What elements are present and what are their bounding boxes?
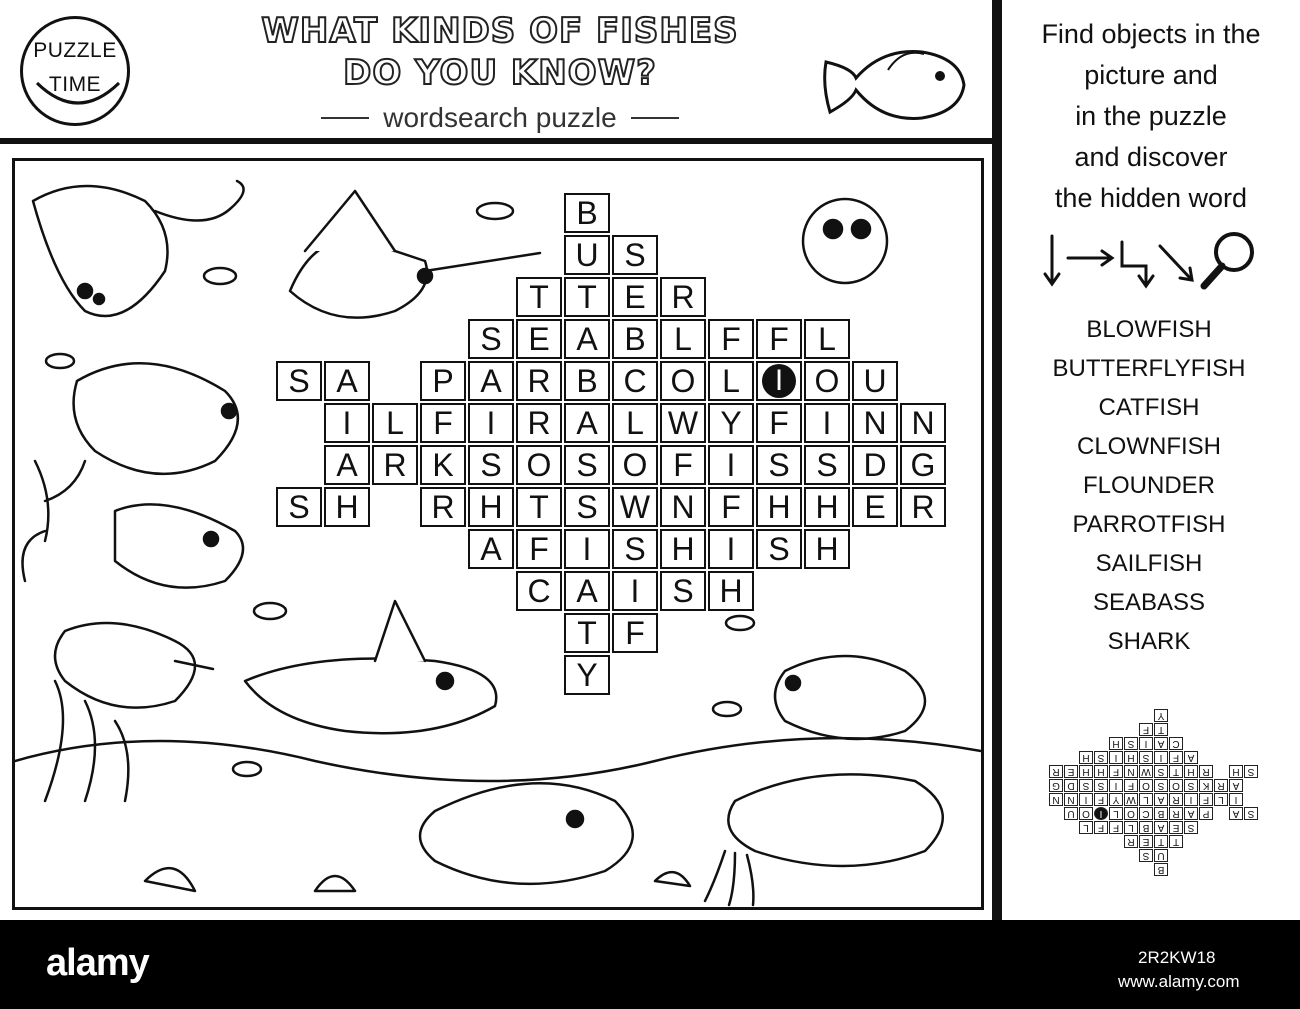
- grid-cell: G: [900, 445, 946, 485]
- grid-cell: A: [564, 319, 610, 359]
- grid-cell: B: [564, 361, 610, 401]
- answer-key-cell: I: [1109, 779, 1123, 792]
- grid-cell: H: [708, 571, 754, 611]
- grid-cell: F: [612, 613, 658, 653]
- answer-key-cell: H: [1094, 765, 1108, 778]
- answer-key-cell: S: [1124, 737, 1138, 750]
- stock-footer: [0, 920, 1300, 1009]
- grid-cell: F: [708, 319, 754, 359]
- answer-key-cell: S: [1184, 821, 1198, 834]
- grid-cell: N: [660, 487, 706, 527]
- answer-key-cell: I: [1184, 793, 1198, 806]
- grid-cell: I: [708, 445, 754, 485]
- grid-cell: T: [564, 277, 610, 317]
- answer-key-cell: H: [1109, 737, 1123, 750]
- grid-cell: Y: [708, 403, 754, 443]
- answer-key-cell: I: [1139, 737, 1153, 750]
- grid-cell: K: [420, 445, 466, 485]
- answer-key-cell: L: [1079, 821, 1093, 834]
- grid-cell: R: [660, 277, 706, 317]
- arrow-diagonal-icon: [1160, 246, 1192, 280]
- arrow-right-icon: [1068, 251, 1112, 265]
- grid-cell: N: [900, 403, 946, 443]
- grid-cell: R: [420, 487, 466, 527]
- grid-cell: F: [756, 403, 802, 443]
- answer-key-cell: S: [1094, 751, 1108, 764]
- answer-key-cell: I: [1079, 793, 1093, 806]
- grid-cell: F: [708, 487, 754, 527]
- grid-cell: E: [612, 277, 658, 317]
- grid-cell: E: [852, 487, 898, 527]
- word-list-item: FLOUNDER: [1082, 472, 1215, 499]
- answer-key-cell: H: [1124, 751, 1138, 764]
- fish-icon: [812, 40, 972, 130]
- answer-key-cell: F: [1094, 821, 1108, 834]
- grid-cell: I: [468, 403, 514, 443]
- grid-cell: S: [612, 529, 658, 569]
- answer-key-cell: I: [1229, 793, 1243, 806]
- answer-key-cell: F: [1139, 723, 1153, 736]
- grid-cell: A: [468, 529, 514, 569]
- answer-key-cell: P: [1199, 807, 1213, 820]
- title-line-1: WHAT KINDS OF FISHES: [261, 11, 739, 51]
- grid-cell: S: [804, 445, 850, 485]
- instruction-line-1: Find objects in the: [1041, 19, 1261, 49]
- answer-key-cell: A: [1154, 821, 1168, 834]
- answer-key-cell: I: [1154, 751, 1168, 764]
- grid-cell: S: [276, 361, 322, 401]
- answer-key-cell: R: [1169, 793, 1183, 806]
- answer-key-cell: L: [1109, 807, 1123, 820]
- grid-cell: P: [420, 361, 466, 401]
- answer-key-cell: I: [1094, 807, 1108, 820]
- answer-key-cell: T: [1169, 765, 1183, 778]
- puzzle-time-logo: [20, 16, 130, 126]
- answer-key-cell: S: [1079, 779, 1093, 792]
- answer-key-cell: F: [1124, 779, 1138, 792]
- grid-cell: A: [564, 571, 610, 611]
- page-title: [200, 10, 800, 94]
- grid-cell: H: [804, 487, 850, 527]
- grid-cell: W: [660, 403, 706, 443]
- grid-cell: F: [660, 445, 706, 485]
- answer-key-cell: B: [1139, 821, 1153, 834]
- answer-key-cell: T: [1154, 723, 1168, 736]
- grid-cell: A: [564, 403, 610, 443]
- answer-key-cell: S: [1094, 779, 1108, 792]
- grid-cell: O: [660, 361, 706, 401]
- grid-cell: U: [852, 361, 898, 401]
- grid-cell: [756, 361, 802, 401]
- answer-key-cell: T: [1169, 835, 1183, 848]
- answer-key-cell: I: [1109, 751, 1123, 764]
- answer-key-cell: C: [1139, 807, 1153, 820]
- grid-cell: O: [804, 361, 850, 401]
- grid-cell: H: [660, 529, 706, 569]
- answer-key-cell: R: [1199, 765, 1213, 778]
- instructions: [1010, 14, 1292, 219]
- answer-key-cell: H: [1184, 765, 1198, 778]
- grid-cell: R: [900, 487, 946, 527]
- title-line-2: DO YOU KNOW?: [343, 53, 657, 93]
- grid-cell: R: [516, 403, 562, 443]
- grid-cell: H: [756, 487, 802, 527]
- subtitle-dash-right: [631, 117, 679, 119]
- grid-cell: S: [468, 319, 514, 359]
- grid-cell: I: [708, 529, 754, 569]
- grid-cell: Y: [564, 655, 610, 695]
- grid-cell: R: [516, 361, 562, 401]
- word-list-item: BLOWFISH: [1086, 316, 1212, 343]
- word-list: [1020, 310, 1278, 661]
- answer-key-cell: R: [1169, 807, 1183, 820]
- answer-key-cell: O: [1124, 807, 1138, 820]
- grid-cell: L: [804, 319, 850, 359]
- word-list-item: SAILFISH: [1095, 550, 1203, 577]
- word-list-item: SHARK: [1107, 628, 1191, 655]
- grid-cell: T: [516, 487, 562, 527]
- answer-key-cell: G: [1049, 779, 1063, 792]
- grid-cell: S: [468, 445, 514, 485]
- grid-cell: F: [420, 403, 466, 443]
- grid-cell: S: [660, 571, 706, 611]
- grid-cell: O: [612, 445, 658, 485]
- hidden-word-letter: I: [762, 364, 796, 398]
- grid-cell: H: [804, 529, 850, 569]
- subtitle: wordsearch puzzle: [383, 102, 617, 133]
- answer-key-cell: K: [1199, 779, 1213, 792]
- grid-cell: N: [852, 403, 898, 443]
- grid-cell: T: [516, 277, 562, 317]
- answer-key-cell: E: [1064, 765, 1078, 778]
- grid-cell: W: [612, 487, 658, 527]
- answer-key-cell: W: [1124, 793, 1138, 806]
- grid-cell: C: [612, 361, 658, 401]
- subtitle-dash-left: [321, 117, 369, 119]
- answer-key-cell: E: [1169, 821, 1183, 834]
- grid-cell: C: [516, 571, 562, 611]
- answer-key-cell: O: [1139, 779, 1153, 792]
- answer-key-cell: U: [1064, 807, 1078, 820]
- word-list-item: CATFISH: [1098, 394, 1200, 421]
- grid-cell: L: [612, 403, 658, 443]
- answer-key-cell: E: [1139, 835, 1153, 848]
- subtitle-row: [280, 98, 720, 138]
- answer-key-cell: S: [1139, 849, 1153, 862]
- answer-key-cell: A: [1229, 779, 1243, 792]
- answer-key-cell: L: [1214, 793, 1228, 806]
- word-list-item: PARROTFISH: [1072, 511, 1226, 538]
- panel-divider: [992, 0, 1002, 920]
- grid-cell: I: [324, 403, 370, 443]
- grid-cell: I: [804, 403, 850, 443]
- logo-line-2: TIME: [48, 73, 102, 96]
- grid-cell: L: [372, 403, 418, 443]
- answer-key-cell: S: [1244, 807, 1258, 820]
- answer-key-cell: C: [1169, 737, 1183, 750]
- answer-key-cell: W: [1139, 765, 1153, 778]
- smile-icon: [33, 77, 123, 117]
- answer-key-cell: N: [1049, 793, 1063, 806]
- grid-cell: S: [564, 445, 610, 485]
- grid-cell: B: [612, 319, 658, 359]
- grid-cell: A: [468, 361, 514, 401]
- instruction-line-2: picture and: [1084, 60, 1218, 90]
- search-direction-icons: [1040, 226, 1270, 296]
- answer-key-cell: S: [1154, 779, 1168, 792]
- grid-cell: F: [516, 529, 562, 569]
- answer-key-cell: R: [1124, 835, 1138, 848]
- answer-key-cell: N: [1064, 793, 1078, 806]
- grid-cell: F: [756, 319, 802, 359]
- answer-key-cell: H: [1229, 765, 1243, 778]
- underwater-scene: [12, 158, 984, 910]
- answer-key-cell: S: [1139, 751, 1153, 764]
- stock-url: www.alamy.com: [1118, 972, 1240, 991]
- answer-key-cell: R: [1214, 779, 1228, 792]
- grid-cell: A: [324, 445, 370, 485]
- grid-cell: L: [708, 361, 754, 401]
- answer-key-cell: H: [1079, 765, 1093, 778]
- grid-cell: S: [612, 235, 658, 275]
- answer-key-cell: F: [1109, 821, 1123, 834]
- header-divider: [0, 138, 995, 144]
- answer-key-cell: O: [1169, 779, 1183, 792]
- magnifier-icon: [1204, 234, 1252, 286]
- answer-key-cell: F: [1094, 793, 1108, 806]
- answer-key-cell: Y: [1154, 709, 1168, 722]
- instruction-line-3: in the puzzle: [1075, 101, 1227, 131]
- answer-key-cell: N: [1124, 765, 1138, 778]
- grid-cell: U: [564, 235, 610, 275]
- grid-cell: I: [564, 529, 610, 569]
- grid-cell: S: [756, 445, 802, 485]
- answer-key-cell: B: [1154, 863, 1168, 876]
- grid-cell: D: [852, 445, 898, 485]
- answer-key-cell: A: [1229, 807, 1243, 820]
- arrow-zigzag-icon: [1122, 242, 1153, 286]
- image-id: 2R2KW18: [1138, 948, 1216, 967]
- grid-cell: H: [468, 487, 514, 527]
- answer-key-cell: F: [1109, 765, 1123, 778]
- answer-key-cell: U: [1154, 849, 1168, 862]
- answer-key-cell: Y: [1109, 793, 1123, 806]
- word-list-item: CLOWNFISH: [1077, 433, 1221, 460]
- answer-key-cell: D: [1064, 779, 1078, 792]
- grid-cell: I: [612, 571, 658, 611]
- grid-cell: S: [756, 529, 802, 569]
- answer-key-cell: O: [1079, 807, 1093, 820]
- arrow-down-icon: [1045, 236, 1059, 284]
- answer-key-upside-down: [1010, 664, 1298, 896]
- grid-cell: S: [564, 487, 610, 527]
- answer-key-cell: T: [1154, 835, 1168, 848]
- answer-key-cell: F: [1199, 793, 1213, 806]
- grid-cell: B: [564, 193, 610, 233]
- answer-key-cell: L: [1124, 821, 1138, 834]
- grid-cell: E: [516, 319, 562, 359]
- answer-key-cell: R: [1049, 765, 1063, 778]
- answer-key-cell: L: [1139, 793, 1153, 806]
- answer-key-cell: A: [1184, 807, 1198, 820]
- answer-key-cell: S: [1154, 765, 1168, 778]
- grid-cell: H: [324, 487, 370, 527]
- word-list-item: SEABASS: [1092, 589, 1206, 616]
- instruction-line-5: the hidden word: [1054, 183, 1248, 213]
- watermark-logo: alamy: [46, 942, 149, 984]
- answer-key-cell: A: [1154, 793, 1168, 806]
- grid-cell: L: [660, 319, 706, 359]
- answer-key-cell: A: [1154, 737, 1168, 750]
- answer-key-cell: H: [1079, 751, 1093, 764]
- grid-cell: R: [372, 445, 418, 485]
- word-list-item: BUTTERFLYFISH: [1052, 355, 1246, 382]
- grid-cell: A: [324, 361, 370, 401]
- answer-key-cell: S: [1244, 765, 1258, 778]
- grid-cell: O: [516, 445, 562, 485]
- grid-cell: T: [564, 613, 610, 653]
- answer-key-cell: S: [1184, 779, 1198, 792]
- grid-cell: S: [276, 487, 322, 527]
- answer-key-cell: B: [1154, 807, 1168, 820]
- answer-key-cell: A: [1184, 751, 1198, 764]
- instruction-line-4: and discover: [1074, 142, 1228, 172]
- answer-key-cell: F: [1169, 751, 1183, 764]
- logo-line-1: PUZZLE: [33, 39, 117, 62]
